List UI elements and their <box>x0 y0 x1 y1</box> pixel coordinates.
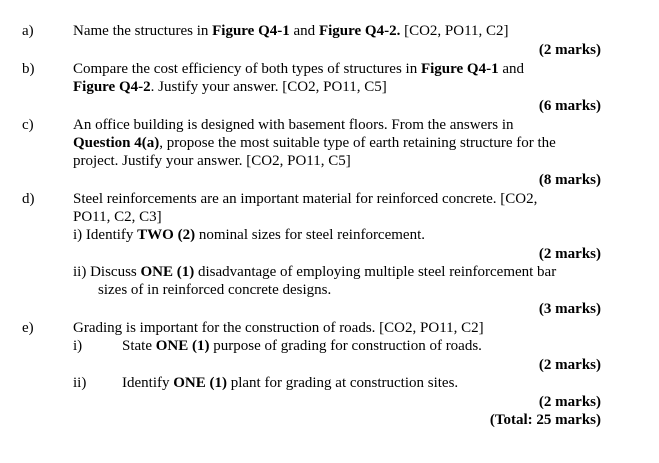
question-d-ii-text-line2: sizes of in reinforced concrete designs. <box>98 282 332 298</box>
question-e-ii-number: ii) <box>73 375 87 391</box>
question-b-text-line2: Figure Q4-2. Justify your answer. [CO2, PO11, C5] <box>73 79 387 95</box>
question-d-label: d) <box>22 191 35 207</box>
question-a-label: a) <box>22 23 34 39</box>
question-e-i-number: i) <box>73 338 83 354</box>
question-e-i-marks: (2 marks) <box>538 357 601 373</box>
question-d-ii-text-line1: ii) Discuss ONE (1) disadvantage of employing multiple steel reinforcement bar <box>73 264 557 280</box>
question-c-label: c) <box>22 117 34 133</box>
question-a-marks: (2 marks) <box>538 42 601 58</box>
question-d-text-line2: PO11, C2, C3] <box>73 209 162 225</box>
question-c-text-line2: Question 4(a), propose the most suitable type of earth retaining structure for the <box>73 135 556 151</box>
question-d-i-marks: (2 marks) <box>538 246 601 262</box>
question-c-text-line1: An office building is designed with basement floors. From the answers in <box>73 117 514 133</box>
question-e-i-text: State ONE (1) purpose of grading for construction of roads. <box>122 338 482 354</box>
question-b-label: b) <box>22 61 35 77</box>
question-c-text-line3: project. Justify your answer. [CO2, PO11, C5] <box>73 153 351 169</box>
total-marks: (Total: 25 marks) <box>489 412 601 428</box>
question-a-text: Name the structures in Figure Q4-1 and Figure Q4-2. [CO2, PO11, C2] <box>73 23 509 39</box>
question-e-ii-marks: (2 marks) <box>538 394 601 410</box>
question-d-ii-marks: (3 marks) <box>538 301 601 317</box>
question-d-text-line1: Steel reinforcements are an important material for reinforced concrete. [CO2, <box>73 191 538 207</box>
question-e-text: Grading is important for the construction of roads. [CO2, PO11, C2] <box>73 320 484 336</box>
question-b-marks: (6 marks) <box>538 98 601 114</box>
question-d-i-text: i) Identify TWO (2) nominal sizes for steel reinforcement. <box>73 227 425 243</box>
question-e-label: e) <box>22 320 34 336</box>
question-e-ii-text: Identify ONE (1) plant for grading at construction sites. <box>122 375 459 391</box>
question-b-text-line1: Compare the cost efficiency of both types of structures in Figure Q4-1 and <box>73 61 525 77</box>
question-c-marks: (8 marks) <box>538 172 601 188</box>
